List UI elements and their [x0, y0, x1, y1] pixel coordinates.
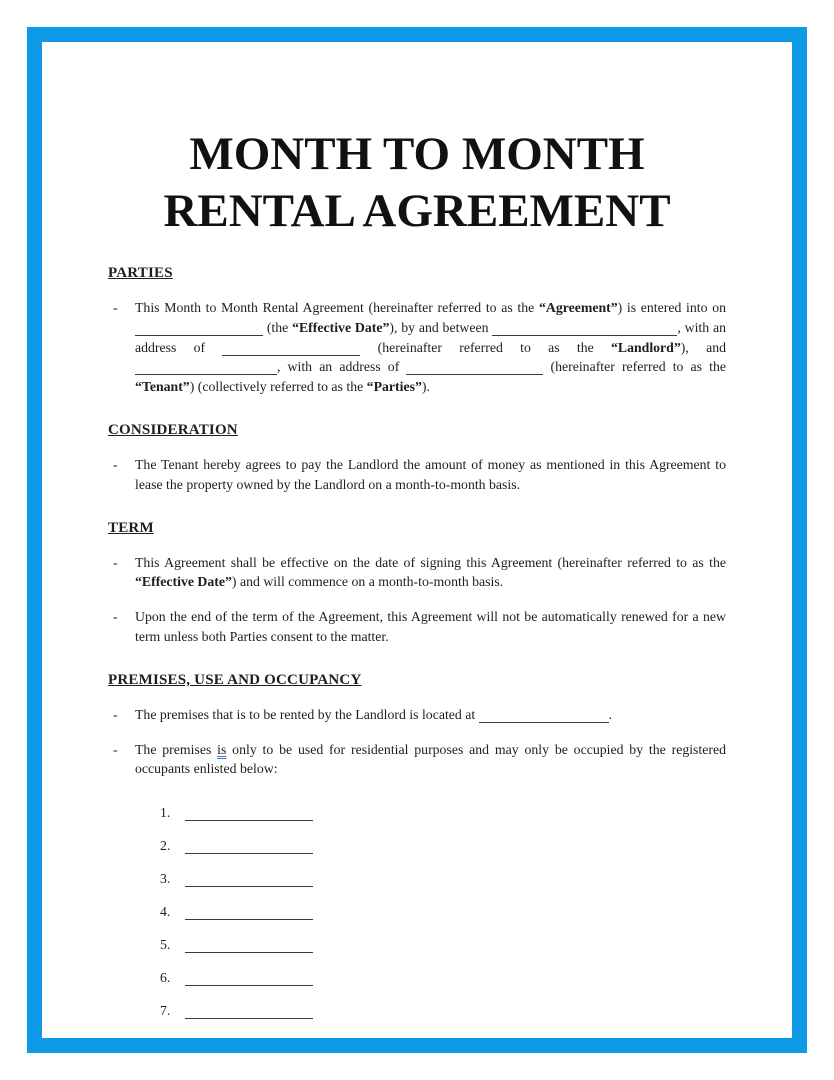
document-title-line2: RENTAL AGREEMENT — [163, 185, 671, 237]
bold-term: “Tenant” — [135, 379, 190, 395]
dash-bullet: - — [113, 456, 118, 472]
dash-bullet: - — [113, 300, 118, 315]
paragraph-text: The premises that is to be rented by the Landlord is located at . — [135, 706, 613, 722]
bold-term: “Effective Date” — [292, 319, 390, 335]
blank-field — [492, 322, 677, 336]
dash-bullet: - — [113, 706, 118, 722]
list-number: 4. — [160, 904, 171, 920]
document-title — [108, 126, 726, 240]
bold-term: “Effective Date” — [135, 574, 232, 590]
blank-field — [185, 939, 313, 953]
blank-field — [135, 362, 277, 376]
blank-field — [185, 1005, 313, 1019]
list-number: 1. — [160, 805, 171, 821]
blank-field — [222, 342, 360, 356]
section-heading: CONSIDERATION — [108, 421, 238, 438]
occupant-list — [160, 803, 726, 1021]
document-title-line1: MONTH TO MONTH — [189, 128, 645, 180]
paragraph-text: This Month to Month Rental Agreement (hereinafter referred to as the “Agreement”) is entered into on (the “Effective Date”), by and between , with an address of (hereinafter referred to as the “Landlord”), and , with an address of (hereinafter referred to as the “Tenant”) (collectively referred to as the “Parties”). — [135, 300, 726, 395]
paragraph — [108, 298, 726, 397]
blank-field — [406, 362, 543, 376]
blank-field — [135, 322, 263, 336]
dash-bullet: - — [113, 609, 118, 625]
list-item — [160, 836, 726, 856]
document-body — [108, 264, 726, 1021]
section — [108, 519, 726, 647]
bold-term: “Landlord” — [610, 339, 681, 355]
paragraph-text: The premises is only to be used for residential purposes and may only be occupied by the registered occupants enlisted below: — [135, 741, 726, 777]
section-heading: TERM — [108, 519, 154, 536]
list-number: 3. — [160, 871, 171, 887]
document-page — [42, 42, 792, 1038]
paragraph — [108, 607, 726, 647]
section-heading: PREMISES, USE AND OCCUPANCY — [108, 671, 362, 688]
dash-bullet: - — [113, 554, 118, 570]
paragraph — [108, 740, 726, 780]
paragraph — [108, 705, 726, 725]
paragraph-text: The Tenant hereby agrees to pay the Landlord the amount of money as mentioned in this Agreement to lease the property owned by the Landlord on a month-to-month basis. — [135, 456, 726, 492]
list-number: 7. — [160, 1003, 171, 1019]
blank-field — [185, 972, 313, 986]
paragraph-text: Upon the end of the term of the Agreement, this Agreement will not be automatically renewed for a new term unless both Parties consent to the matter. — [135, 609, 726, 644]
section — [108, 671, 726, 1021]
bold-term: “Agreement” — [538, 300, 618, 315]
blank-field — [185, 906, 313, 920]
blank-field — [479, 709, 609, 723]
list-item — [160, 968, 726, 988]
grammar-marked-text: is — [217, 741, 227, 757]
bold-term: “Parties” — [366, 379, 422, 395]
list-item — [160, 1001, 726, 1021]
blank-field — [185, 807, 313, 821]
list-number: 2. — [160, 838, 171, 854]
dash-bullet: - — [113, 741, 118, 757]
list-item — [160, 869, 726, 889]
page-border — [27, 27, 807, 1053]
list-item — [160, 902, 726, 922]
list-item — [160, 935, 726, 955]
list-number: 6. — [160, 970, 171, 986]
paragraph-text: This Agreement shall be effective on the date of signing this Agreement (hereinafter referred to as the “Effective Date”) and will commence on a month-to-month basis. — [135, 554, 726, 590]
paragraph — [108, 553, 726, 593]
list-item — [160, 803, 726, 823]
blank-field — [185, 873, 313, 887]
paragraph — [108, 455, 726, 495]
section-heading: PARTIES — [108, 265, 173, 281]
section — [108, 264, 726, 397]
list-number: 5. — [160, 937, 171, 953]
blank-field — [185, 840, 313, 854]
section — [108, 421, 726, 495]
